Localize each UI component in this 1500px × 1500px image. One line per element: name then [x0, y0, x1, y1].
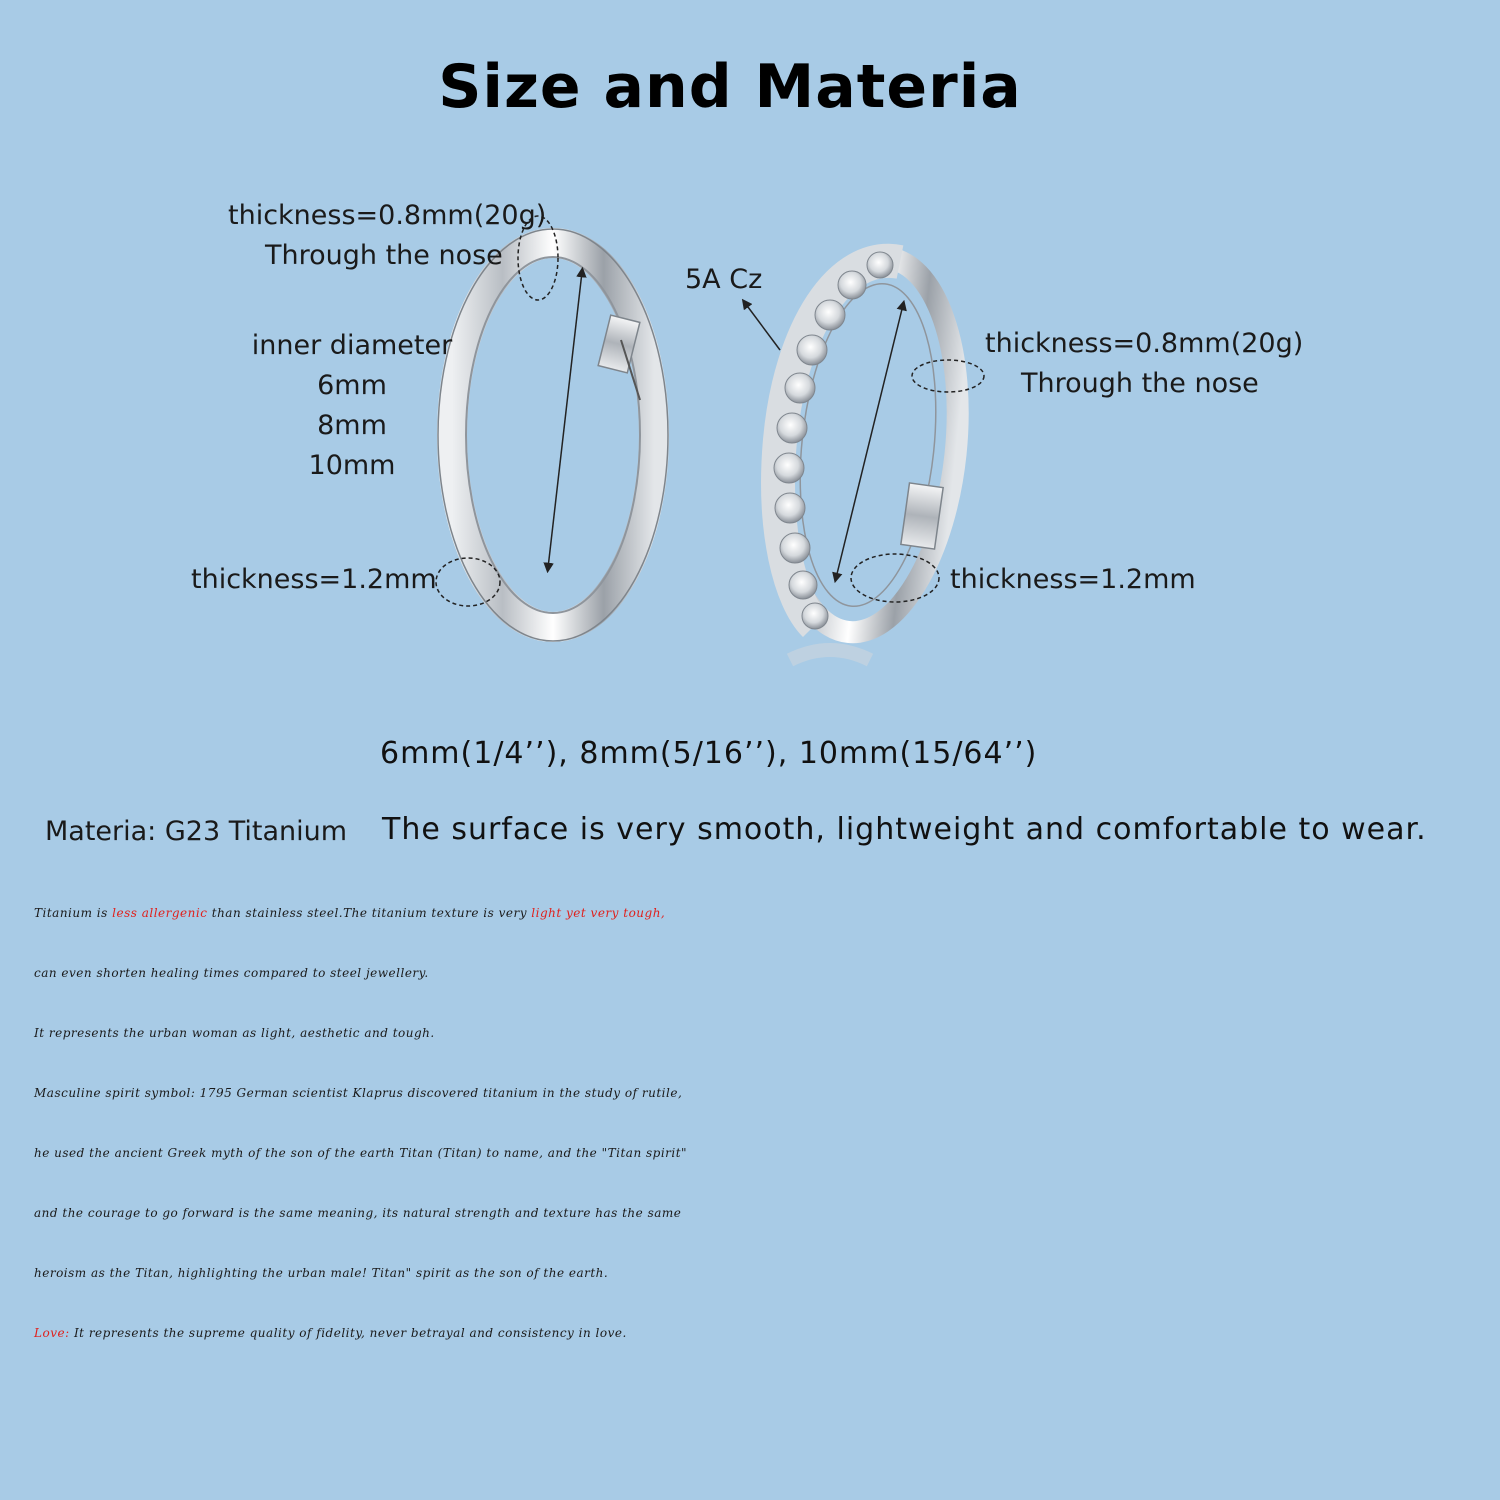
description-line-2: can even shorten healing times compared to steel jewellery. [34, 966, 429, 980]
size-10mm: 10mm [308, 450, 396, 481]
size-8mm: 8mm [317, 410, 387, 441]
inner-diameter-arrow [548, 272, 582, 568]
size-options-line: 6mm(1/4’’), 8mm(5/16’’), 10mm(15/64’’) [380, 736, 1038, 771]
left-through-nose-label: Through the nose [265, 240, 503, 271]
highlight-light-tough: light yet very tough, [531, 906, 666, 920]
cz-pointer-arrow [745, 303, 780, 350]
desc-text: than stainless steel.The titanium texture is very [207, 906, 532, 920]
inner-diameter-label: inner diameter [251, 330, 453, 361]
plain-ring-image [438, 229, 668, 641]
page-title: Size and Materia [438, 52, 1022, 122]
material-label: Materia: G23 Titanium [45, 816, 348, 847]
description-line-6: and the courage to go forward is the same meaning, its natural strength and texture has the same [34, 1206, 682, 1220]
description-line-1 [34, 906, 1494, 920]
cz-ring-image [761, 249, 975, 660]
desc-text: It represents the supreme quality of fidelity, never betrayal and consistency in love. [69, 1326, 627, 1340]
description-line-3: It represents the urban woman as light, aesthetic and tough. [34, 1026, 435, 1040]
size-6mm: 6mm [317, 370, 387, 401]
description-line-8 [34, 1326, 1494, 1340]
right-thickness-bottom-label: thickness=1.2mm [950, 564, 1196, 595]
ring-reflection [790, 650, 870, 660]
description-line-5: he used the ancient Greek myth of the son of the earth Titan (Titan) to name, and the "Titan spirit" [34, 1146, 688, 1160]
right-through-nose-label: Through the nose [1021, 368, 1259, 399]
left-thickness-top-label: thickness=0.8mm(20g) [228, 200, 547, 231]
highlight-love: Love: [34, 1326, 70, 1340]
desc-text: Titanium is [34, 906, 113, 920]
left-thickness-bottom-label: thickness=1.2mm [191, 564, 437, 595]
right-thickness-top-label: thickness=0.8mm(20g) [985, 328, 1304, 359]
description-line-4: Masculine spirit symbol: 1795 German scientist Klaprus discovered titanium in the study of rutile, [34, 1086, 683, 1100]
cz-stone-label: 5A Cz [685, 264, 763, 295]
surface-description: The surface is very smooth, lightweight and comfortable to wear. [382, 812, 1427, 847]
inner-diameter-arrow-right [836, 305, 903, 578]
description-line-7: heroism as the Titan, highlighting the urban male! Titan" spirit as the son of the earth. [34, 1266, 609, 1280]
highlight-less-allergenic: less allergenic [112, 906, 208, 920]
